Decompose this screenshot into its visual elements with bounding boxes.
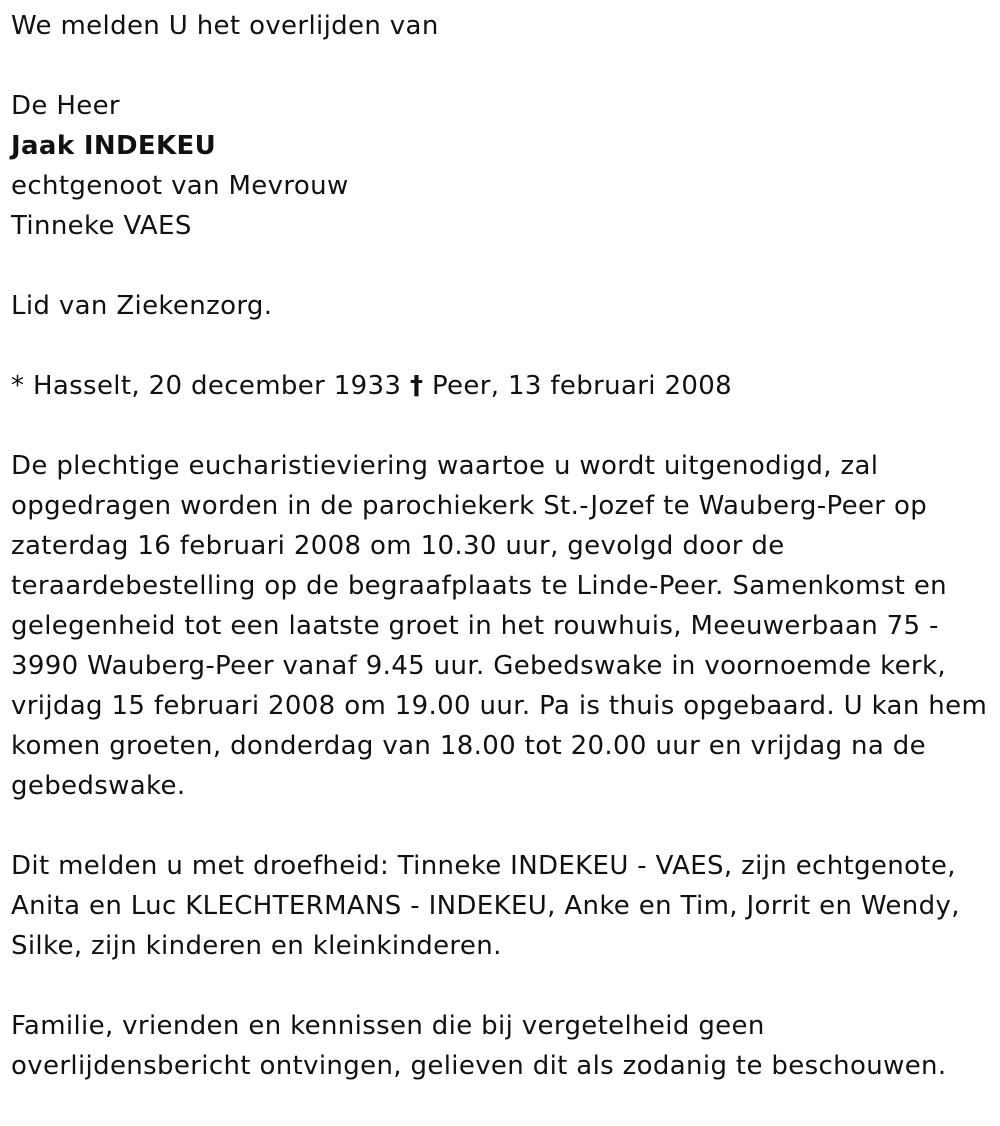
closing-paragraph [11, 1006, 996, 1086]
spacer [11, 406, 996, 446]
paragraph-line: 3990 Wauberg-Peer vanaf 9.45 uur. Gebedswake in voornoemde kerk, [11, 651, 946, 681]
membership-text: Lid van Ziekenzorg. [11, 291, 273, 321]
deceased-name: Jaak INDEKEU [11, 131, 217, 161]
birth-date: * Hasselt, 20 december 1933 [11, 371, 402, 401]
spacer [11, 966, 996, 1006]
spacer [11, 326, 996, 366]
paragraph-line: vrijdag 15 februari 2008 om 19.00 uur. Pa is thuis opgebaard. U kan hem [11, 691, 988, 721]
spacer [11, 806, 996, 846]
life-dates [11, 366, 996, 406]
paragraph-line: overlijdensbericht ontvingen, gelieven dit als zodanig te beschouwen. [11, 1051, 947, 1081]
deceased-title: De Heer [11, 91, 120, 121]
death-date: Peer, 13 februari 2008 [431, 371, 733, 401]
spacer [11, 46, 996, 86]
paragraph-line: teraardebestelling op de begraafplaats te Linde-Peer. Samenkomst en [11, 571, 948, 601]
intro-text: We melden U het overlijden van [11, 11, 439, 41]
paragraph-line: gelegenheid tot een laatste groet in het rouwhuis, Meeuwerbaan 75 - [11, 611, 939, 641]
spacer [11, 246, 996, 286]
paragraph-line: komen groeten, donderdag van 18.00 tot 20.00 uur en vrijdag na de [11, 731, 926, 761]
paragraph-line: Silke, zijn kinderen en kleinkinderen. [11, 931, 502, 961]
paragraph-line: Dit melden u met droefheid: Tinneke INDEKEU - VAES, zijn echtgenote, [11, 851, 956, 881]
paragraph-line: De plechtige eucharistieviering waartoe u wordt uitgenodigd, zal [11, 451, 879, 481]
paragraph-line: gebedswake. [11, 771, 186, 801]
death-notice [11, 6, 996, 1086]
paragraph-line: Anita en Luc KLECHTERMANS - INDEKEU, Anke en Tim, Jorrit en Wendy, [11, 891, 960, 921]
family-paragraph [11, 846, 996, 966]
paragraph-line: opgedragen worden in de parochiekerk St.-Jozef te Wauberg-Peer op [11, 491, 928, 521]
spouse-label: echtgenoot van Mevrouw [11, 171, 349, 201]
paragraph-line: Familie, vrienden en kennissen die bij vergetelheid geen [11, 1011, 765, 1041]
cross-icon: † [409, 371, 424, 401]
paragraph-line: zaterdag 16 februari 2008 om 10.30 uur, gevolgd door de [11, 531, 785, 561]
spouse-name: Tinneke VAES [11, 211, 192, 241]
ceremony-paragraph [11, 446, 996, 806]
